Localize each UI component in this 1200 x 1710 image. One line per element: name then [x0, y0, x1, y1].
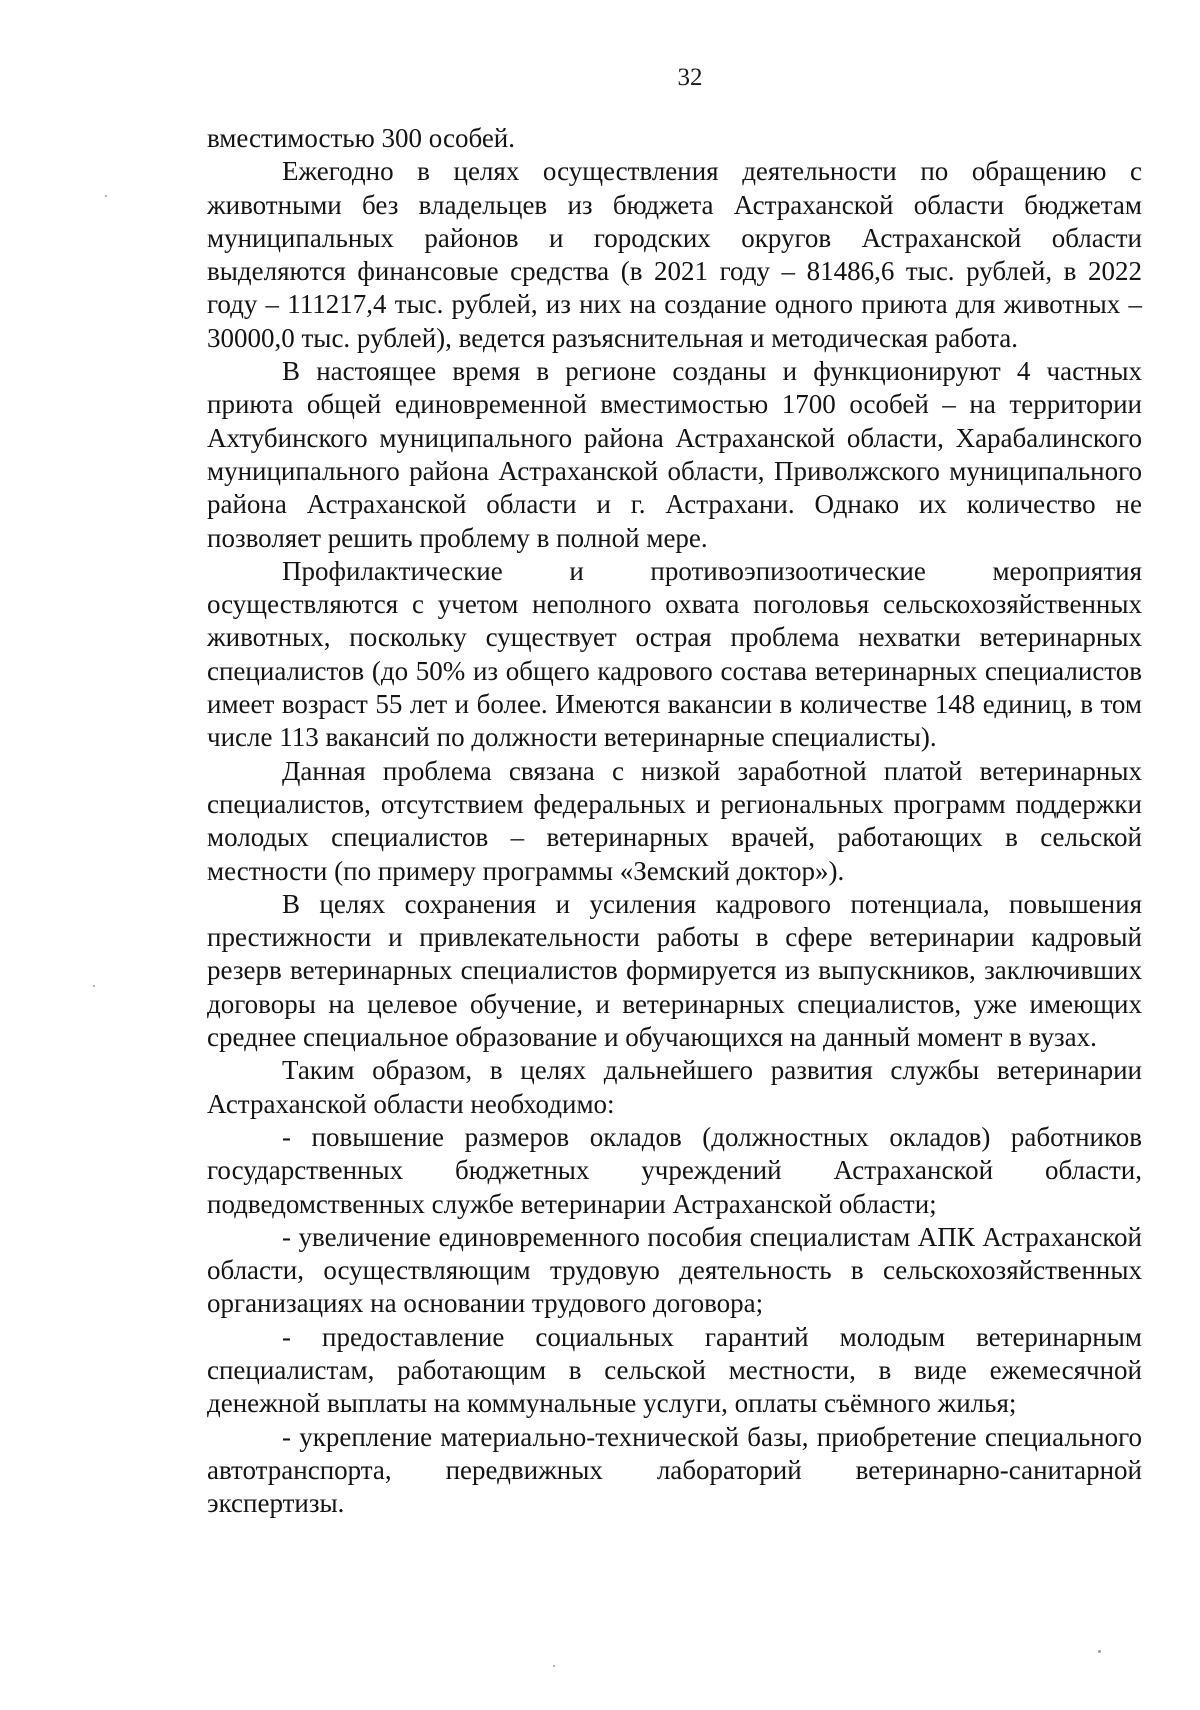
paragraph-prevention: Профилактические и противоэпизоотические мероприятия осуществляются с учетом неполного охвата поголовья сельскохозяйственных животных, поскольку существует острая проблема нехватки ветеринарных специалистов (до 50% из общего кадрового состава ветеринарных специалистов имеет возраст 55 лет и более. Имеются вакансии в количестве 148 единиц, в том числе 113 вакансий по должности ветеринарные специалисты).	[207, 555, 1142, 753]
paragraph-salary-problem: Данная проблема связана с низкой заработной платой ветеринарных специалистов, отсутствием федеральных и региональных программ поддержки молодых специалистов – ветеринарных врачей, работающих в сельской местности (по примеру программы «Земский доктор»).	[207, 755, 1142, 886]
scan-speck	[1098, 1650, 1101, 1653]
list-item-material-base: - укрепление материально-технической базы, приобретение специального автотранспорта, передвижных лабораторий ветеринарно-санитарной экспертизы.	[207, 1421, 1142, 1519]
scan-speck	[93, 985, 95, 987]
list-item-social-guarantees: - предоставление социальных гарантий молодым ветеринарным специалистам, работающим в сельской местности, в виде ежемесячной денежной выплаты на коммунальные услуги, оплаты съёмного жилья;	[207, 1321, 1142, 1419]
paragraph-conclusion: Таким образом, в целях дальнейшего развития службы ветеринарии Астраханской области необходимо:	[207, 1055, 1142, 1119]
scan-speck	[553, 1665, 555, 1667]
paragraph-continuation: вместимостью 300 особей.	[207, 123, 516, 153]
list-item-salaries: - повышение размеров окладов (должностных окладов) работников государственных бюджетных учреждений Астраханской области, подведомственных службе ветеринарии Астраханской области;	[207, 1121, 1142, 1219]
paragraph-personnel: В целях сохранения и усиления кадрового потенциала, повышения престижности и привлекательности работы в сфере ветеринарии кадровый резерв ветеринарных специалистов формируется из выпускников, заключивших договоры на целевое обучение, и ветеринарных специалистов, уже имеющих среднее специальное образование и обучающихся на данный момент в вузах.	[207, 888, 1142, 1053]
paragraph-shelters: В настоящее время в регионе созданы и функционируют 4 частных приюта общей единовременной вместимостью 1700 особей – на территории Ахтубинского муниципального района Астраханской области, Харабалинского муниципального района Астраханской области, Приволжского муниципального района Астраханской области и г. Астрахани. Однако их количество не позволяет решить проблему в полной мере.	[207, 356, 1142, 553]
scan-speck	[105, 195, 107, 197]
page-number: 32	[677, 64, 703, 91]
list-item-allowance: - увеличение единовременного пособия специалистам АПК Астраханской области, осуществляющим трудовую деятельность в сельскохозяйственных организациях на основании трудового договора;	[207, 1221, 1142, 1319]
document-body	[207, 122, 1142, 1520]
paragraph-funding: Ежегодно в целях осуществления деятельности по обращению с животными без владельцев из бюджета Астраханской области бюджетам муниципальных районов и городских округов Астраханской области выделяются финансовые средства (в 2021 году – 81486,6 тыс. рублей, в 2022 году – 111217,4 тыс. рублей, из них на создание одного приюта для животных – 30000,0 тыс. рублей), ведется разъяснительная и методическая работа.	[207, 156, 1142, 353]
